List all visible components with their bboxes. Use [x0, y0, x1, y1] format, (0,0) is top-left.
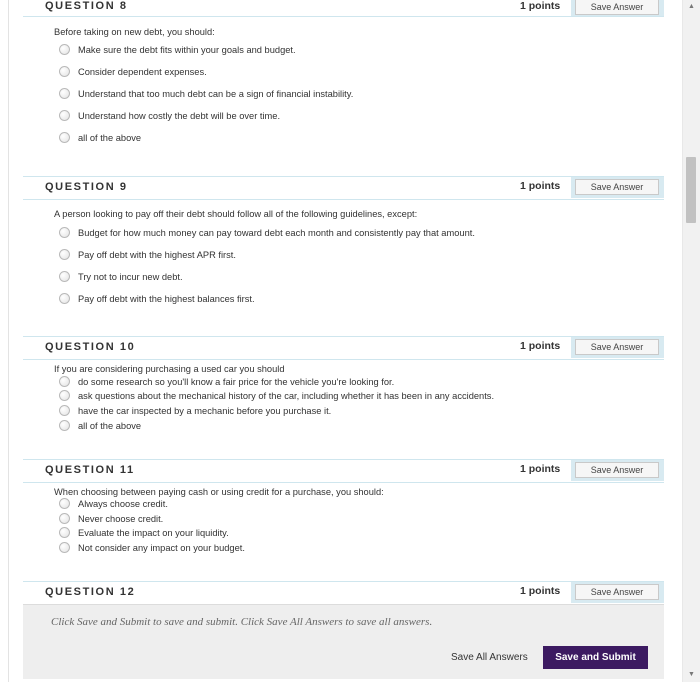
question-header-actions [571, 582, 664, 603]
radio-button[interactable] [59, 271, 70, 282]
answer-option-label: Not consider any impact on your budget. [78, 543, 245, 553]
answer-option[interactable] [59, 526, 229, 540]
radio-button[interactable] [59, 420, 70, 431]
save-all-answers-button[interactable]: Save All Answers [451, 652, 528, 663]
answer-option[interactable] [59, 541, 245, 555]
submit-footer [23, 604, 664, 679]
radio-button[interactable] [59, 132, 70, 143]
answer-option[interactable] [59, 512, 163, 526]
radio-button[interactable] [59, 376, 70, 387]
answer-option-label: ask questions about the mechanical history of the car, including whether it has been in any accidents. [78, 391, 495, 401]
answer-option[interactable] [59, 87, 353, 101]
save-and-submit-button[interactable]: Save and Submit [543, 646, 648, 669]
question-points: 1 points [520, 340, 561, 352]
scroll-down-arrow-icon[interactable]: ▼ [688, 671, 695, 678]
answer-option[interactable] [59, 109, 280, 123]
answer-option-label: Consider dependent expenses. [78, 67, 207, 77]
answer-option-label: all of the above [78, 133, 142, 143]
save-answer-button[interactable]: Save Answer [575, 339, 659, 355]
question-header-actions [571, 177, 664, 198]
question-8 [23, 0, 664, 143]
question-points: 1 points [520, 0, 561, 12]
save-answer-button[interactable]: Save Answer [575, 584, 659, 600]
question-title: QUESTION 12 [45, 586, 136, 598]
question-header [23, 336, 664, 360]
radio-button[interactable] [59, 249, 70, 260]
question-header [23, 176, 664, 200]
answer-option[interactable] [59, 375, 394, 389]
question-points: 1 points [520, 585, 561, 597]
answer-option[interactable] [59, 404, 331, 418]
answer-option-label: all of the above [78, 421, 142, 431]
radio-button[interactable] [59, 527, 70, 538]
save-answer-button[interactable]: Save Answer [575, 462, 659, 478]
answer-option[interactable] [59, 131, 141, 145]
question-title: QUESTION 11 [45, 464, 135, 476]
question-9 [23, 176, 664, 304]
answer-option-label: do some research so you'll know a fair price for the vehicle you're looking for. [78, 377, 395, 387]
radio-button[interactable] [59, 498, 70, 509]
radio-button[interactable] [59, 227, 70, 238]
question-header [23, 581, 664, 605]
answer-option-label: Try not to incur new debt. [78, 272, 183, 282]
answer-option-label: Understand how costly the debt will be over time. [78, 111, 281, 121]
question-10 [23, 336, 664, 431]
answer-option[interactable] [59, 65, 207, 79]
answer-option-label: Always choose credit. [78, 499, 168, 509]
radio-button[interactable] [59, 390, 70, 401]
question-prompt: A person looking to pay off their debt should follow all of the following guidelines, except: [54, 209, 418, 219]
vertical-scrollbar[interactable] [682, 0, 700, 682]
question-header [23, 0, 664, 17]
question-12 [23, 581, 664, 605]
question-11 [23, 459, 664, 553]
radio-button[interactable] [59, 542, 70, 553]
radio-button[interactable] [59, 44, 70, 55]
answer-option[interactable] [59, 292, 255, 306]
answer-option[interactable] [59, 226, 475, 240]
answer-option-label: Pay off debt with the highest APR first. [78, 250, 236, 260]
answer-option[interactable] [59, 419, 141, 433]
answer-option-label: Evaluate the impact on your liquidity. [78, 528, 229, 538]
question-points: 1 points [520, 463, 561, 475]
radio-button[interactable] [59, 293, 70, 304]
question-points: 1 points [520, 180, 561, 192]
radio-button[interactable] [59, 66, 70, 77]
question-header-actions [571, 460, 664, 481]
answer-option[interactable] [59, 248, 236, 262]
answer-option-label: Make sure the debt fits within your goals and budget. [78, 45, 296, 55]
question-title: QUESTION 10 [45, 341, 136, 353]
question-title: QUESTION 8 [45, 0, 128, 12]
radio-button[interactable] [59, 88, 70, 99]
save-answer-button[interactable]: Save Answer [575, 179, 659, 195]
answer-option-label: Budget for how much money can pay toward debt each month and consistently pay that amount. [78, 228, 475, 238]
radio-button[interactable] [59, 405, 70, 416]
question-header-actions [571, 0, 664, 16]
question-prompt: If you are considering purchasing a used car you should [54, 364, 285, 374]
answer-option[interactable] [59, 389, 494, 403]
question-prompt: Before taking on new debt, you should: [54, 27, 215, 37]
answer-option-label: have the car inspected by a mechanic before you purchase it. [78, 406, 332, 416]
answer-option[interactable] [59, 497, 168, 511]
answer-option-label: Pay off debt with the highest balances first. [78, 294, 255, 304]
footer-instructions: Click Save and Submit to save and submit. Click Save All Answers to save all answers. [51, 616, 433, 628]
scroll-up-arrow-icon[interactable]: ▲ [688, 3, 695, 10]
question-header-actions [571, 337, 664, 358]
radio-button[interactable] [59, 110, 70, 121]
answer-option[interactable] [59, 43, 296, 57]
question-header [23, 459, 664, 483]
answer-option-label: Never choose credit. [78, 514, 164, 524]
answer-option-label: Understand that too much debt can be a sign of financial instability. [78, 89, 354, 99]
question-prompt: When choosing between paying cash or using credit for a purchase, you should: [54, 487, 384, 497]
scrollbar-thumb[interactable] [686, 157, 696, 223]
question-title: QUESTION 9 [45, 181, 128, 193]
answer-option[interactable] [59, 270, 183, 284]
radio-button[interactable] [59, 513, 70, 524]
save-answer-button[interactable]: Save Answer [575, 0, 659, 15]
